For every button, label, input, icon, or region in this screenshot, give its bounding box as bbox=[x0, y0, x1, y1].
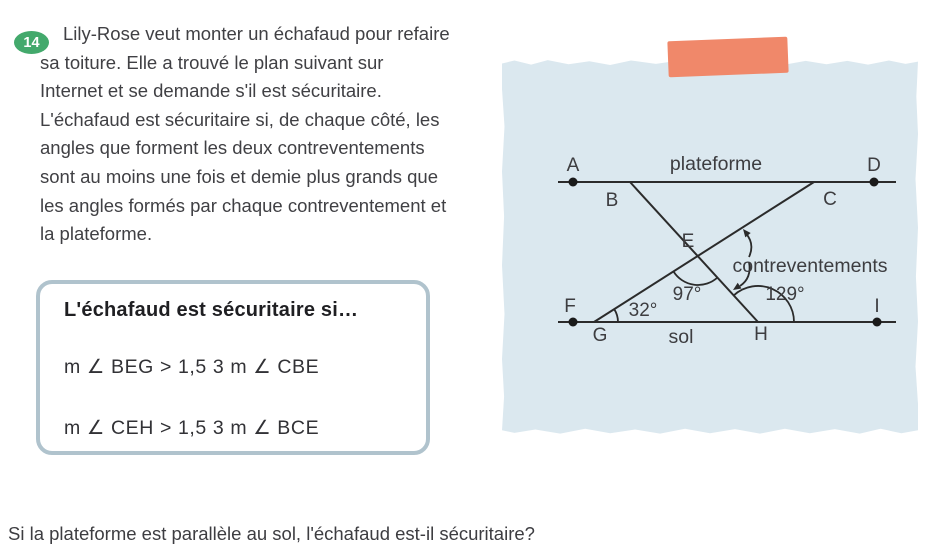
arrowhead-up bbox=[743, 229, 751, 237]
problem-line: Internet et se demande s'il est sécuritaire. bbox=[40, 80, 382, 102]
exercise-number: 14 bbox=[23, 34, 40, 51]
point-label-g: G bbox=[592, 325, 608, 346]
problem-line: les angles formés par chaque contreventement et bbox=[40, 194, 447, 216]
point-dot-f bbox=[569, 318, 578, 327]
problem-line: Lily-Rose veut monter un échafaud pour refaire bbox=[63, 23, 450, 44]
problem-line: sont au moins une fois et demie plus grands que bbox=[40, 165, 438, 187]
condition-box bbox=[36, 280, 430, 455]
platform-label: plateforme bbox=[669, 153, 763, 175]
condition-inequality: m ∠ BEG > 1,5 3 m ∠ CBE bbox=[64, 356, 320, 378]
point-dot-d bbox=[870, 178, 879, 187]
braces-label: contreventements bbox=[732, 255, 888, 277]
point-label-f: F bbox=[564, 296, 576, 317]
brace-pointer-arrow-up bbox=[746, 234, 751, 258]
ground-label: sol bbox=[668, 326, 694, 348]
point-label-c: C bbox=[823, 189, 837, 210]
point-label-a: A bbox=[566, 155, 580, 176]
question-text: Si la plateforme est parallèle au sol, l'échafaud est-il sécuritaire? bbox=[8, 523, 535, 544]
angle-value-97: 97° bbox=[672, 284, 702, 305]
angle-arc-97 bbox=[674, 272, 718, 286]
point-dot-a bbox=[569, 178, 578, 187]
point-label-d: D bbox=[867, 155, 881, 176]
problem-line: la plateforme. bbox=[40, 223, 153, 245]
point-dot-i bbox=[873, 318, 882, 327]
point-label-h: H bbox=[754, 324, 768, 345]
angle-value-32: 32° bbox=[628, 300, 658, 321]
angle-arc-32 bbox=[614, 309, 618, 322]
point-label-e: E bbox=[681, 231, 695, 252]
point-label-b: B bbox=[605, 190, 619, 211]
point-label-i: I bbox=[874, 296, 880, 317]
problem-line: angles que forment les deux contreventements bbox=[40, 137, 425, 159]
condition-box-title: L'échafaud est sécuritaire si… bbox=[64, 299, 359, 321]
arrowhead-down bbox=[733, 283, 742, 290]
condition-inequality: m ∠ CEH > 1,5 3 m ∠ BCE bbox=[64, 417, 320, 439]
problem-line: L'échafaud est sécuritaire si, de chaque côté, les bbox=[40, 108, 440, 130]
angle-value-129: 129° bbox=[765, 284, 805, 305]
scaffold-diagram bbox=[502, 59, 918, 434]
problem-statement bbox=[40, 20, 470, 249]
problem-line: sa toiture. Elle a trouvé le plan suivant sur bbox=[40, 51, 384, 73]
